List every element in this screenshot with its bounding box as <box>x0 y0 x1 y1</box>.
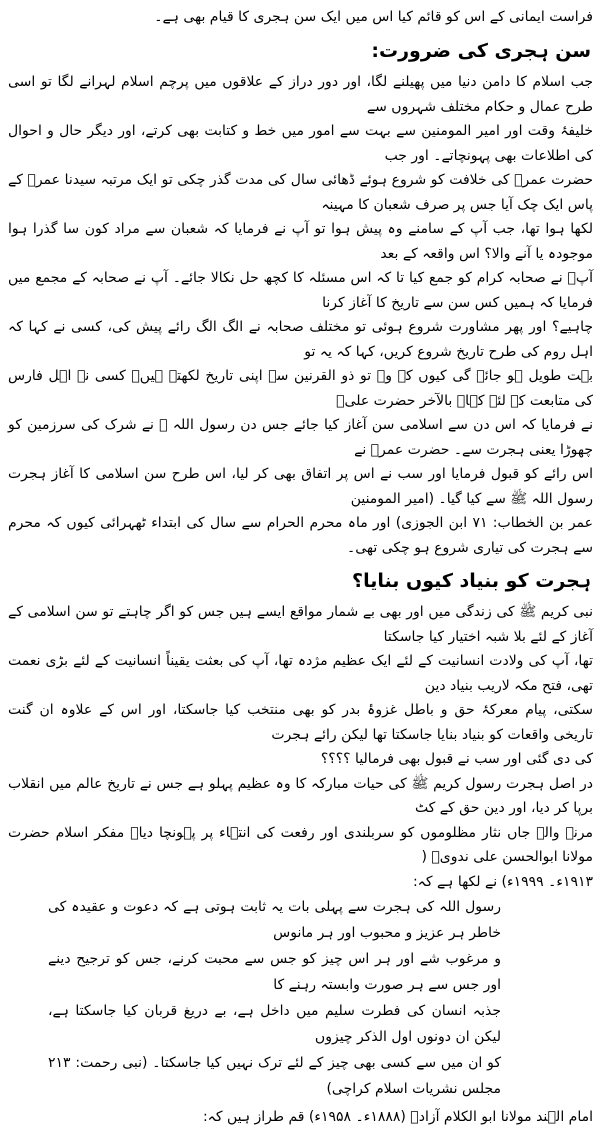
section-body-why-hijrah <box>8 600 593 894</box>
body-line: بہت طویل ہو جائے گی کیوں کہ وہ تو ذو القرنین سے اپنی تاریخ لکھتے ہیں۔ کسی نے اہل فارس کی متابعت کے لئے کہا۔ بالآخر حضرت علیؓ <box>8 368 593 409</box>
document-page <box>8 0 593 1125</box>
quote-line: و مرغوب شے اور ہر اس چیز کو جس سے محبت کرنے، جس کو ترجیح دینے اور جس سے ہر صورت وابستہ رہنے کا <box>48 951 501 993</box>
body-line: ۱۹۱۳ء۔ ۱۹۹۹ء) نے لکھا ہے کہ: <box>412 873 593 890</box>
azad-intro-line: امام الہند مولانا ابو الکلام آزادؒ (۱۸۸۸ء۔ ۱۹۵۸ء) قم طراز ہیں کہ: <box>202 1109 593 1125</box>
body-line: کی دی گئی اور سب نے قبول بھی فرمالیا ؟؟؟؟ <box>320 751 593 767</box>
body-line: خلیفۂ وقت اور امیر المومنین سے بہت سے امور میں خط و کتابت بھی کرتے، اور دیگر حال و احوال کی اطلاعات بھی پہونچاتے۔ اور جب <box>8 123 593 164</box>
intro-paragraph: فراست ایمانی کے اس کو قائم کیا اس میں ایک سن ہجری کا قیام بھی ہے۔ <box>154 9 593 25</box>
body-line: سکتی، پیام معرکۂ حق و باطل غزوۂ بدر کو بھی منتخب کیا جاسکتا، اور اس کے علاوہ ان گنت تاریخی واقعات کو بنیاد بنایا جاسکتا تھا لیکن رائے ہجرت <box>8 702 593 743</box>
quote-line: رسول اللہ کی ہجرت سے پہلی بات یہ ثابت ہوتی ہے کہ دعوت و عقیدہ کی خاطر ہر عزیز و محبوب اور ہر مانوس <box>48 899 501 941</box>
body-line: آپؓ نے صحابہ کرام کو جمع کیا تا کہ اس مسئلہ کا کچھ حل نکالا جائے۔ آپ نے صحابہ کے مجمع میں فرمایا کہ ہمیں کس سن سے تاریخ کا آغاز کرنا <box>8 270 593 311</box>
section-body-hijri-need <box>8 70 593 560</box>
quote-line: جذبہ انسان کی فطرت سلیم میں داخل ہے، بے دریغ قربان کیا جاسکتا ہے، لیکن ان دونوں اول الذکر چیزوں <box>48 1003 501 1045</box>
body-line: مرنے والے جاں نثار مظلوموں کو سربلندی اور رفعت کی انتہاء پر پہونچا دیا۔ مفکر اسلام حضرت مولانا ابوالحسن علی ندویؒ ( <box>8 824 593 865</box>
body-line: عمر بن الخطاب: ۷۱ ابن الجوزی) اور ماہ محرم الحرام سے سال کی ابتداء ٹھہرائی کیوں کہ محرم سے ہجرت کی تیاری شروع ہو چکی تھی۔ <box>8 515 593 556</box>
body-line: حضرت عمرؓ کی خلافت کو شروع ہوئے ڈھائی سال کی مدت گذر چکی تو ایک مرتبہ سیدنا عمرؓ کے پاس ایک چک آیا جس پر صرف شعبان کا مہینہ <box>8 172 593 213</box>
section-heading-why-hijrah: ہجرت کو بنیاد کیوں بنایا؟ <box>352 570 591 592</box>
body-line: نے فرمایا کہ اس دن سے اسلامی سن آغاز کیا جائے جس دن رسول اللہ ﷺ نے شرک کی سرزمین کو چھوڑا یعنی ہجرت سے۔ حضرت عمرؓ نے <box>8 417 593 458</box>
body-line: اس رائے کو قبول فرمایا اور سب نے اس پر اتفاق بھی کر لیا، اس طرح سن اسلامی کا آغاز ہجرت رسول اللہ ﷺ سے کیا گیا۔ (امیر المومنین <box>8 466 593 507</box>
section-heading-hijri-need: سن ہجری کی ضرورت: <box>371 40 591 62</box>
body-line: چاہیے؟ اور پھر مشاورت شروع ہوئی تو مختلف صحابہ نے الگ الگ رائے پیش کی، کسی نے کہا کہ اہل روم کی طرح تاریخ شروع کریں، کہا کہ یہ تو <box>8 319 593 360</box>
body-line: نبی کریم ﷺ کی زندگی میں اور بھی بے شمار مواقع ایسے ہیں جس کو اگر چاہتے تو سن اسلامی کے آغاز کے لئے بلا شبہ اختیار کیا جاسکتا <box>8 604 593 645</box>
body-line: در اصل ہجرت رسول کریم ﷺ کی حیات مبارکہ کا وہ عظیم پہلو ہے جس نے تاریخ عالم میں انقلاب برپا کر دیا، اور دین حق کے کٹ <box>8 775 593 816</box>
body-line: لکھا ہوا تھا، جب آپ کے سامنے وہ پیش ہوا تو آپ نے فرمایا کہ شعبان سے مراد کون سا گذرا ہوا موجودہ یا آنے والا؟ اس واقعہ کے بعد <box>8 221 593 262</box>
nadwi-quote <box>48 894 501 1102</box>
body-line: تھا، آپ کی ولادت انسانیت کے لئے ایک عظیم مژدہ تھا، آپ کی بعثت یقیناً انسانیت کے لئے بڑی نعمت تھی، فتح مکہ لاریب بنیاد دین <box>8 653 593 694</box>
quote-line: کو ان میں سے کسی بھی چیز کے لئے ترک نہیں کیا جاسکتا۔ (نبی رحمت: ۲۱۳ مجلس نشریات اسلام کراچی) <box>48 1055 501 1097</box>
body-line: جب اسلام کا دامن دنیا میں پھیلنے لگا، اور دور دراز کے علاقوں میں پرچم اسلام لہرانے لگا تو اسی طرح عمال و حکام مختلف شہروں سے <box>8 74 593 115</box>
